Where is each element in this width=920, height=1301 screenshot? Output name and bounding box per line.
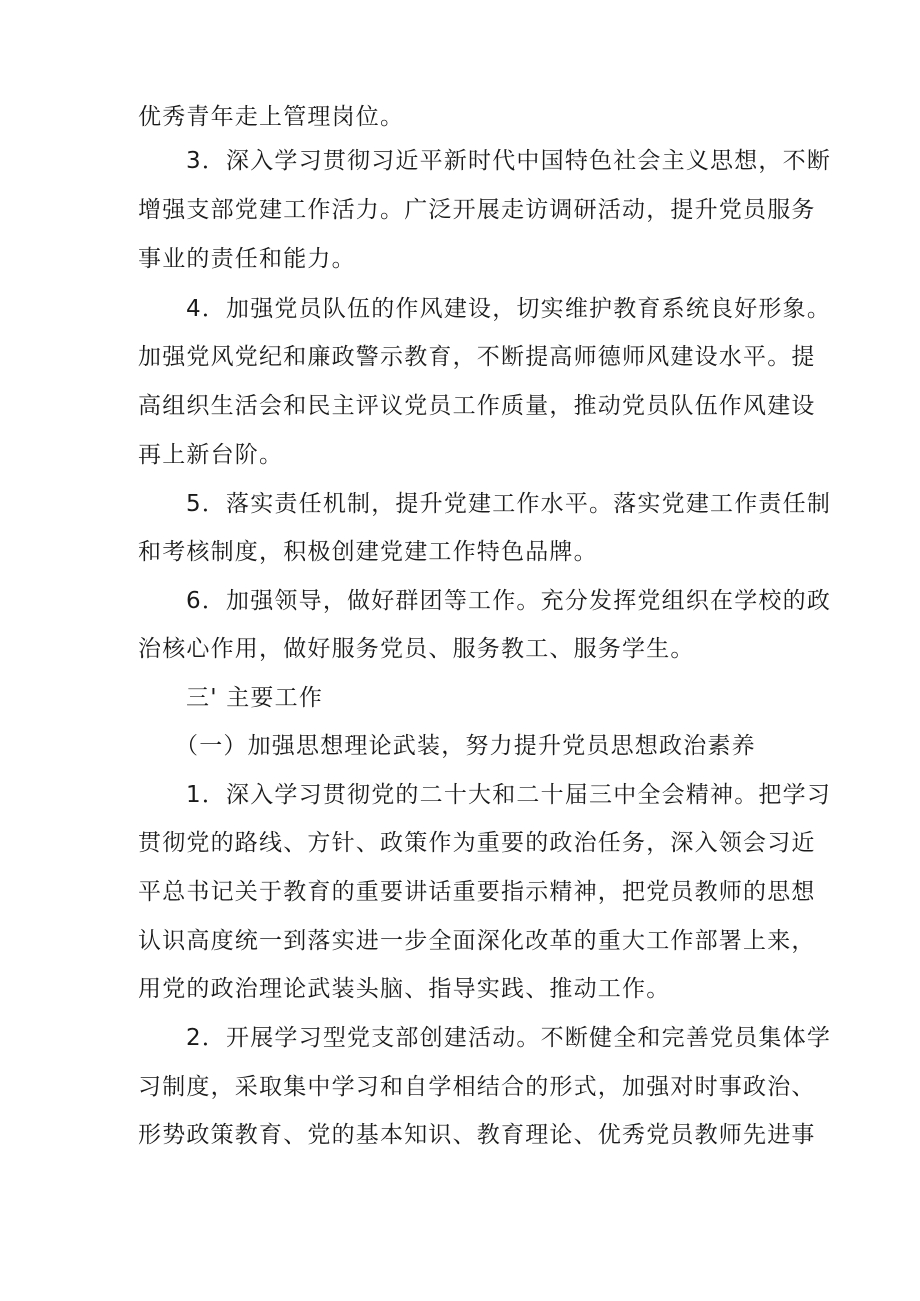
text-line: 形势政策教育、党的基本知识、教育理论、优秀党员教师先进事 [138, 1122, 816, 1148]
text-line: 再上新台阶。 [138, 442, 284, 468]
text-line: 高组织生活会和民主评议党员工作质量，推动党员队伍作风建设 [138, 393, 816, 419]
text-line: 贯彻党的路线、方针、政策作为重要的政治任务，深入领会习近 [138, 830, 816, 856]
text-line: 4．加强党员队伍的作风建设，切实维护教育系统良好形象。 [186, 296, 832, 322]
text-line: 习制度，采取集中学习和自学相结合的形式，加强对时事政治、 [138, 1074, 816, 1100]
text-line: 3．深入学习贯彻习近平新时代中国特色社会主义思想，不断 [186, 148, 832, 174]
subsection-heading: （一）加强思想理论武装，努力提升党员思想政治素养 [175, 733, 756, 759]
section-heading: 三' 主要工作 [186, 685, 324, 711]
text-line: 平总书记关于教育的重要讲话重要指示精神，把党员教师的思想 [138, 879, 816, 905]
text-line: 6．加强领导，做好群团等工作。充分发挥党组织在学校的政 [186, 588, 832, 614]
text-line: 事业的责任和能力。 [138, 246, 356, 272]
text-line: 认识高度统一到落实进一步全面深化改革的重大工作部署上来， [138, 928, 816, 954]
text-line: 1．深入学习贯彻党的二十大和二十届三中全会精神。把学习 [186, 782, 832, 808]
text-line: 加强党风党纪和廉政警示教育，不断提高师德师风建设水平。提 [138, 344, 816, 370]
text-line: 2．开展学习型党支部创建活动。不断健全和完善党员集体学 [186, 1025, 832, 1051]
text-line: 优秀青年走上管理岗位。 [138, 104, 405, 130]
text-line: 增强支部党建工作活力。广泛开展走访调研活动，提升党员服务 [138, 197, 816, 223]
text-line: 和考核制度，积极创建党建工作特色品牌。 [138, 539, 598, 565]
text-line: 用党的政治理论武装头脑、指导实践、推动工作。 [138, 976, 671, 1002]
text-line: 5．落实责任机制，提升党建工作水平。落实党建工作责任制 [186, 491, 832, 517]
text-line: 治核心作用，做好服务党员、服务教工、服务学生。 [138, 636, 695, 662]
